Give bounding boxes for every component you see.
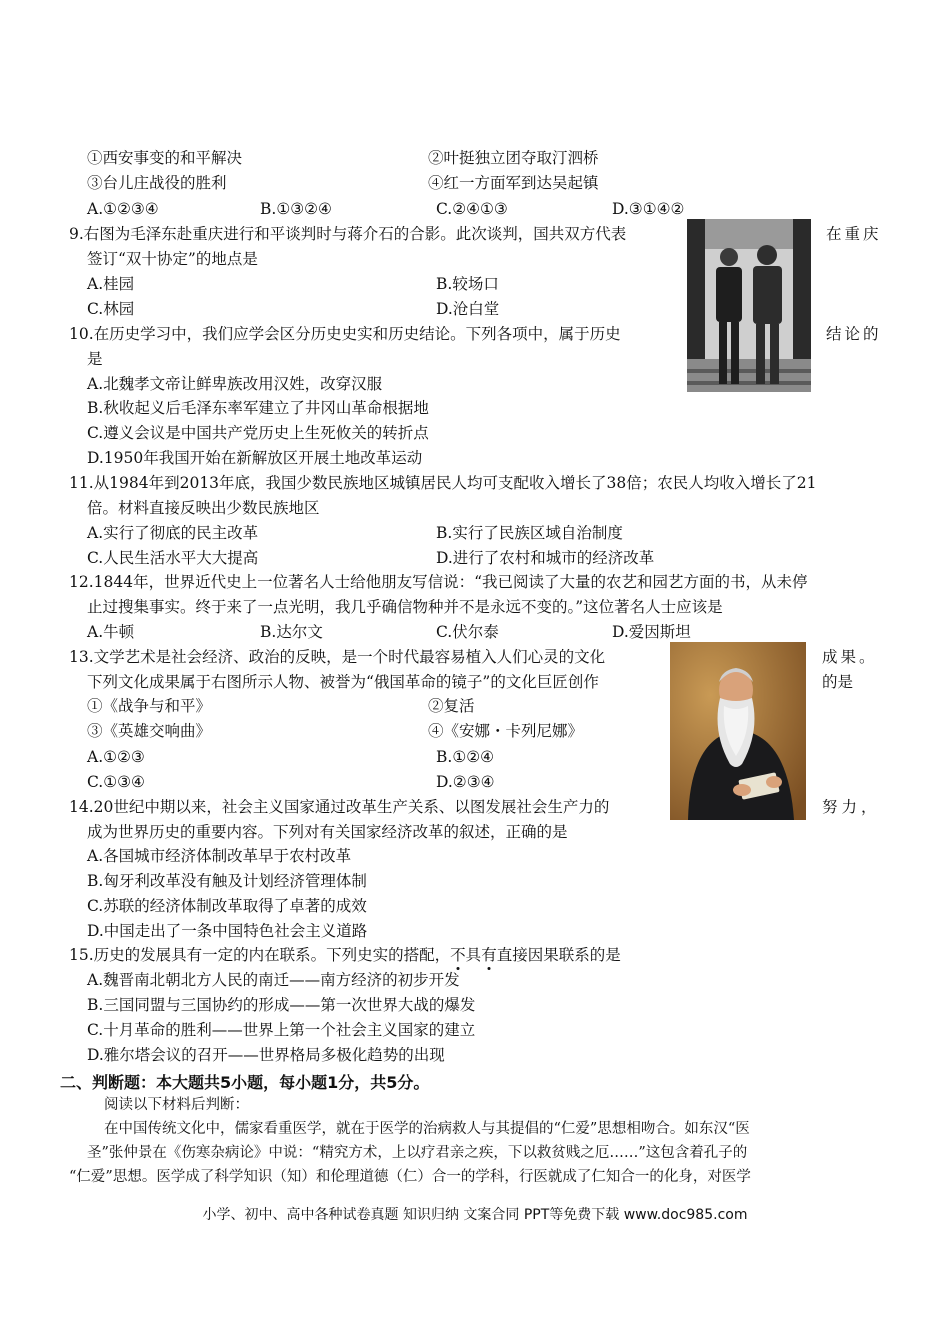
q11-stem-line2: 倍。材料直接反映出少数民族地区 — [87, 499, 320, 517]
q15-choice-c: C.十月革命的胜利——世界上第一个社会主义国家的建立 — [87, 1021, 476, 1039]
q15-stem-post: 直接因果联系的是 — [496, 946, 621, 964]
q14-choice-b: B.匈牙利改革没有触及计划经济管理体制 — [87, 872, 367, 890]
q10-choice-d: D.1950年我国开始在新解放区开展土地改革运动 — [87, 449, 423, 467]
q8-item-1: ①西安事变的和平解决 — [87, 149, 243, 167]
q15-choice-d: D.雅尔塔会议的召开——世界格局多极化趋势的出现 — [87, 1046, 445, 1064]
q15-emphasis-2: 有 — [481, 946, 497, 964]
section-2-title: 二、判断题：本大题共5小题，每小题1分，共5分。 — [60, 1073, 430, 1092]
q14-choice-d: D.中国走出了一条中国特色社会主义道路 — [87, 922, 368, 940]
q8-item-2: ②叶挺独立团夺取汀泗桥 — [428, 149, 599, 167]
q13-choice-c: C.①③④ — [87, 773, 145, 791]
q14-stem-line2: 成为世界历史的重要内容。下列对有关国家经济改革的叙述，正确的是 — [87, 823, 568, 841]
q9-choice-a: A.桂园 — [87, 275, 135, 293]
q15-stem-mid: 具 — [465, 946, 482, 964]
q13-choice-d: D.②③④ — [436, 773, 495, 791]
q10-choice-a: A.北魏孝文帝让鲜卑族改用汉姓，改穿汉服 — [87, 375, 383, 393]
q9-choice-d: D.沧白堂 — [436, 300, 500, 318]
q13-item-2: ②复活 — [428, 697, 475, 715]
q13-item-1: ①《战争与和平》 — [87, 697, 212, 715]
q8-choice-c: C.②④①③ — [436, 200, 508, 218]
section-2-intro: 阅读以下材料后判断： — [104, 1097, 249, 1113]
q12-stem-line2: 止过搜集事实。终于来了一点光明，我几乎确信物种并不是永远不变的。”这位著名人士应该是 — [87, 598, 723, 616]
q12-choice-b: B.达尔文 — [260, 623, 323, 641]
q14-choice-c: C.苏联的经济体制改革取得了卓著的成效 — [87, 897, 367, 915]
q13-choice-a: A.①②③ — [87, 748, 145, 766]
q8-choice-b: B.①③②④ — [260, 200, 332, 218]
q11-stem-line1: 11.从1984年到2013年底，我国少数民族地区城镇居民人均可支配收入增长了38倍；农民人均收入增长了21 — [69, 474, 817, 492]
q15-stem-pre: 15.历史的发展具有一定的内在联系。下列史实的搭配， — [69, 946, 451, 964]
q14-stem-line1: 14.20世纪中期以来，社会主义国家通过改革生产关系、以图发展社会生产力的 — [69, 798, 610, 816]
material-line-1: 在中国传统文化中，儒家看重医学，就在于医学的治病救人与其提倡的“仁爱”思想相吻合。如东汉“医 — [104, 1121, 750, 1137]
mao-chiang-photo — [687, 219, 811, 392]
q9-stem-line1: 9.右图为毛泽东赴重庆进行和平谈判时与蒋介石的合影。此次谈判，国共双方代表 — [69, 225, 627, 243]
q13-item-3: ③《英雄交响曲》 — [87, 722, 212, 740]
q13-stem-line1: 13.文学艺术是社会经济、政治的反映，是一个时代最容易植入人们心灵的文化 — [69, 648, 606, 666]
q11-choice-a: A.实行了彻底的民主改革 — [87, 524, 259, 542]
q13-stem-line1-end: 成果。 — [822, 648, 878, 666]
q9-choice-b: B.较场口 — [436, 275, 499, 293]
q11-choice-d: D.进行了农村和城市的经济改革 — [436, 549, 655, 567]
page-footer: 小学、初中、高中各种试卷真题 知识归纳 文案合同 PPT等免费下载 www.doc985.com — [202, 1207, 748, 1223]
q10-choice-c: C.遵义会议是中国共产党历史上生死攸关的转折点 — [87, 424, 429, 442]
material-line-3: “仁爱”思想。医学成了科学知识（知）和伦理道德（仁）合一的学科，行医就成了仁知合一的化身，对医学 — [69, 1169, 751, 1185]
q11-choice-b: B.实行了民族区域自治制度 — [436, 524, 623, 542]
q9-choice-c: C.林园 — [87, 300, 135, 318]
material-line-2: 圣”张仲景在《伤寒杂病论》中说：“精究方术，上以疗君亲之疾，下以救贫贱之厄……”这包含着孔子的 — [87, 1145, 748, 1161]
q12-choice-d: D.爱因斯坦 — [612, 623, 691, 641]
q9-stem-line1-end: 在重庆 — [826, 225, 882, 243]
q9-stem-line2: 签订“双十协定”的地点是 — [87, 250, 258, 268]
q8-choice-a: A.①②③④ — [87, 200, 159, 218]
q12-choice-c: C.伏尔泰 — [436, 623, 499, 641]
q13-stem-line2: 下列文化成果属于右图所示人物、被誉为“俄国革命的镜子”的文化巨匠创作 — [87, 673, 599, 691]
q13-choice-b: B.①②④ — [436, 748, 495, 766]
q12-stem-line1: 12.1844年，世界近代史上一位著名人士给他朋友写信说：“我已阅读了大量的农艺和园艺方面的书，从未停 — [69, 573, 808, 591]
q10-choice-b: B.秋收起义后毛泽东率军建立了井冈山革命根据地 — [87, 399, 429, 417]
q15-stem — [69, 945, 621, 965]
q12-choice-a: A.牛顿 — [87, 623, 135, 641]
q13-stem-line2-end: 的是 — [822, 673, 854, 691]
q15-choice-a: A.魏晋南北朝北方人民的南迁——南方经济的初步开发 — [87, 971, 460, 989]
q8-choice-d: D.③①④② — [612, 200, 685, 218]
q8-item-3: ③台儿庄战役的胜利 — [87, 174, 227, 192]
q15-choice-b: B.三国同盟与三国协约的形成——第一次世界大战的爆发 — [87, 996, 476, 1014]
q8-item-4: ④红一方面军到达吴起镇 — [428, 174, 599, 192]
q13-item-4: ④《安娜・卡列尼娜》 — [428, 722, 584, 740]
q10-stem-line1-end: 结论的 — [826, 325, 882, 343]
q11-choice-c: C.人民生活水平大大提高 — [87, 549, 259, 567]
q15-emphasis-1: 不 — [450, 946, 466, 964]
q10-stem-line2: 是 — [87, 350, 103, 368]
q10-stem-line1: 10.在历史学习中，我们应学会区分历史史实和历史结论。下列各项中，属于历史 — [69, 325, 621, 343]
tolstoy-portrait — [670, 642, 806, 820]
q14-choice-a: A.各国城市经济体制改革早于农村改革 — [87, 847, 352, 865]
q14-stem-line1-end: 努力， — [822, 798, 881, 816]
